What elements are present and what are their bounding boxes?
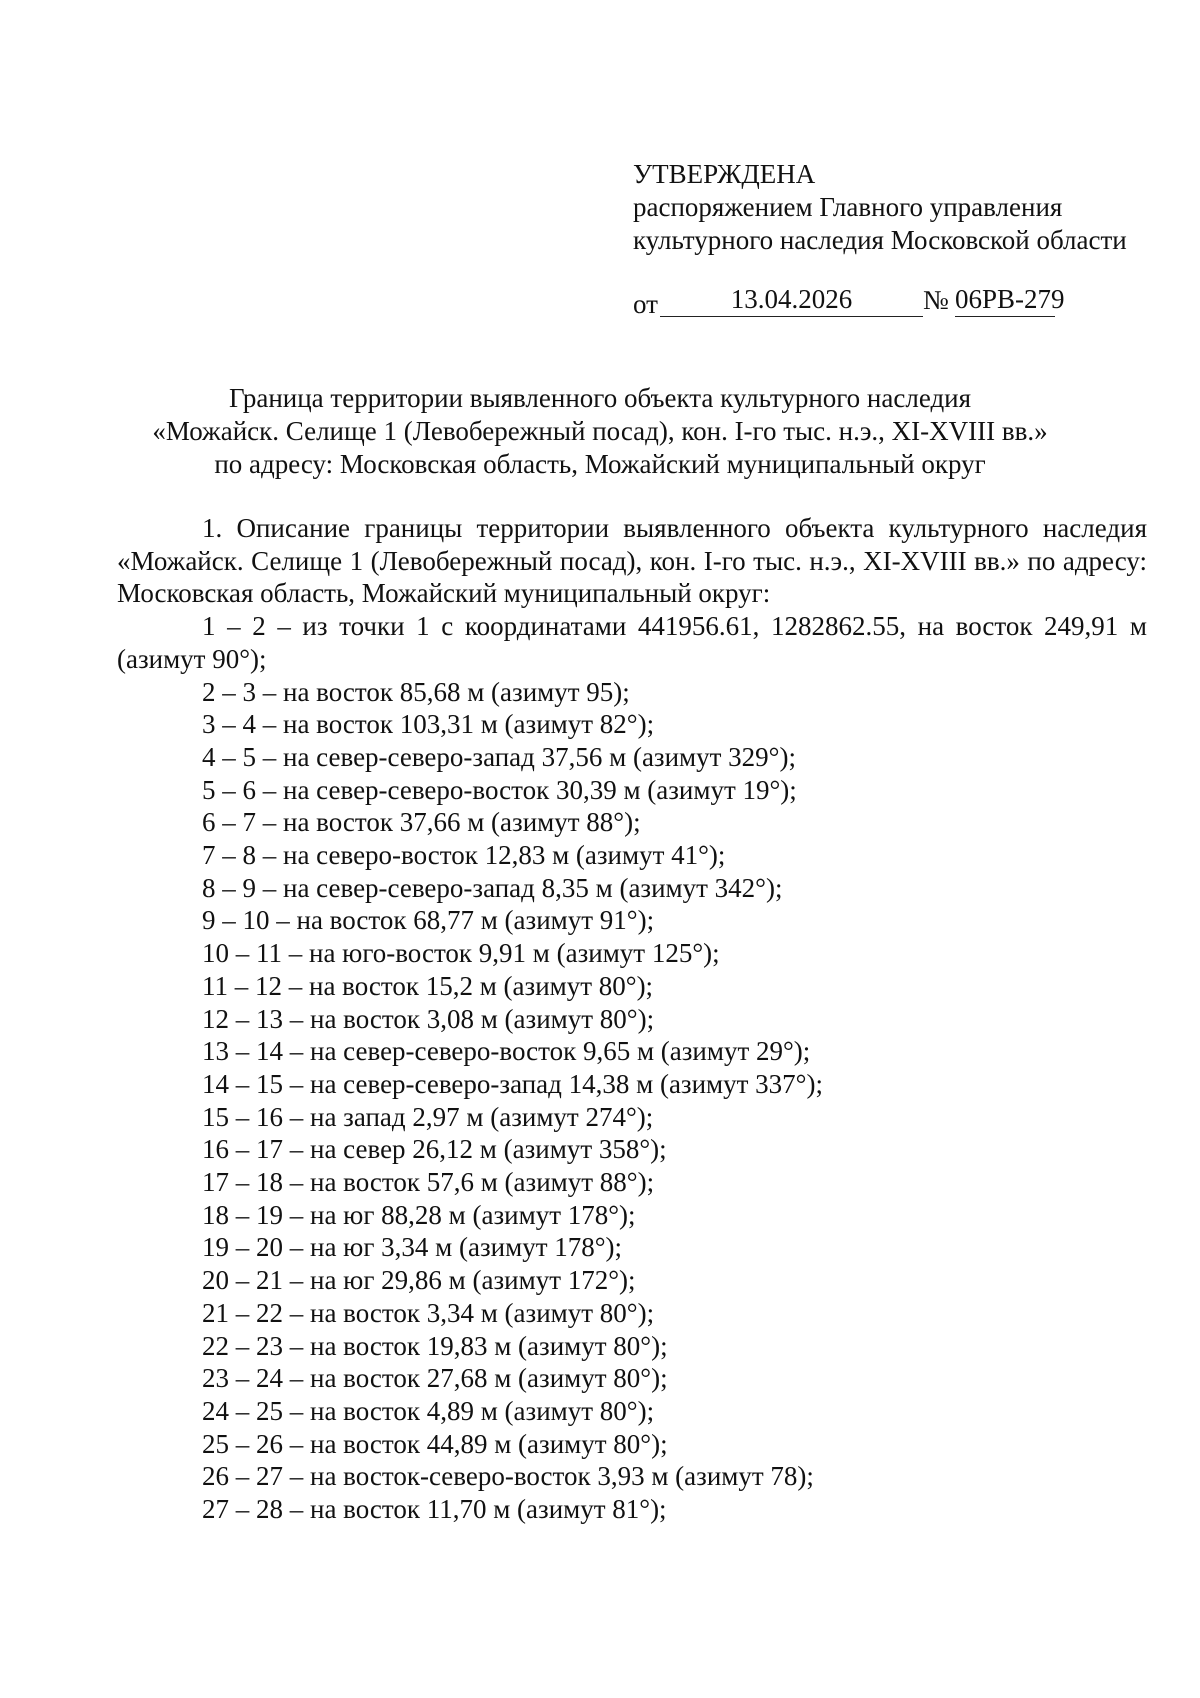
boundary-item: 11 – 12 – на восток 15,2 м (азимут 80°); — [202, 970, 654, 1001]
boundary-item: 13 – 14 – на север-северо-восток 9,65 м (азимут 29°); — [202, 1036, 811, 1067]
order-date: 13.04.2026 — [660, 283, 923, 317]
boundary-item: 27 – 28 – на восток 11,70 м (азимут 81°); — [202, 1494, 667, 1525]
boundary-item: 6 – 7 – на восток 37,66 м (азимут 88°); — [202, 807, 641, 838]
boundary-item: 2 – 3 – на восток 85,68 м (азимут 95); — [202, 676, 630, 707]
document-title — [100, 382, 1100, 481]
title-line-1: Граница территории выявленного объекта культурного наследия — [228, 383, 972, 413]
approval-heading: УТВЕРЖДЕНА — [633, 159, 816, 189]
boundary-item: 17 – 18 – на восток 57,6 м (азимут 88°); — [202, 1167, 655, 1198]
approval-line-2: культурного наследия Московской области — [633, 225, 1127, 255]
approval-block — [633, 158, 1127, 257]
section-intro: 1. Описание границы территории выявленного объекта культурного наследия «Можайск. Селище 1 (Левобережный посад), кон. I-го тыс. н.э., XI-XVIII вв.» по адресу: Московская область, Можайский муниципальный округ: — [117, 513, 1147, 609]
boundary-item: 9 – 10 – на восток 68,77 м (азимут 91°); — [202, 905, 655, 936]
boundary-item: 10 – 11 – на юго-восток 9,91 м (азимут 125°); — [202, 938, 720, 969]
boundary-item: 21 – 22 – на восток 3,34 м (азимут 80°); — [202, 1297, 655, 1328]
boundary-item: 12 – 13 – на восток 3,08 м (азимут 80°); — [202, 1003, 655, 1034]
boundary-item: 25 – 26 – на восток 44,89 м (азимут 80°); — [202, 1428, 668, 1459]
boundary-item: 24 – 25 – на восток 4,89 м (азимут 80°); — [202, 1395, 655, 1426]
boundary-item: 14 – 15 – на север-северо-запад 14,38 м (азимут 337°); — [202, 1068, 823, 1099]
title-line-2: «Можайск. Селище 1 (Левобережный посад), кон. I-го тыс. н.э., XI-XVIII вв.» — [152, 416, 1048, 446]
boundary-description — [117, 512, 1147, 1526]
boundary-item: 3 – 4 – на восток 103,31 м (азимут 82°); — [202, 709, 655, 740]
title-line-3: по адресу: Московская область, Можайский муниципальный округ — [214, 449, 986, 479]
boundary-item: 19 – 20 – на юг 3,34 м (азимут 178°); — [202, 1232, 623, 1263]
boundary-first-item: 1 – 2 – из точки 1 с координатами 441956.61, 1282862.55, на восток 249,91 м (азимут 90°); — [117, 611, 1147, 674]
boundary-item: 16 – 17 – на север 26,12 м (азимут 358°); — [202, 1134, 667, 1165]
approval-line-1: распоряжением Главного управления — [633, 192, 1063, 222]
boundary-item: 4 – 5 – на север-северо-запад 37,56 м (азимут 329°); — [202, 741, 796, 772]
boundary-item: 26 – 27 – на восток-северо-восток 3,93 м (азимут 78); — [202, 1461, 814, 1492]
boundary-item: 18 – 19 – на юг 88,28 м (азимут 178°); — [202, 1199, 636, 1230]
boundary-item: 22 – 23 – на восток 19,83 м (азимут 80°); — [202, 1330, 668, 1361]
from-label: от — [633, 289, 658, 319]
boundary-item: 7 – 8 – на северо-восток 12,83 м (азимут 41°); — [202, 840, 726, 871]
boundary-item: 20 – 21 – на юг 29,86 м (азимут 172°); — [202, 1265, 636, 1296]
boundary-item: 15 – 16 – на запад 2,97 м (азимут 274°); — [202, 1101, 654, 1132]
order-reference — [633, 283, 1093, 319]
boundary-item: 5 – 6 – на север-северо-восток 30,39 м (азимут 19°); — [202, 774, 797, 805]
boundary-item: 23 – 24 – на восток 27,68 м (азимут 80°); — [202, 1363, 668, 1394]
order-number: 06РВ-279 — [955, 283, 1055, 317]
boundary-item: 8 – 9 – на север-северо-запад 8,35 м (азимут 342°); — [202, 872, 783, 903]
boundary-items-list — [117, 676, 1147, 1526]
number-sign: № — [923, 285, 949, 315]
